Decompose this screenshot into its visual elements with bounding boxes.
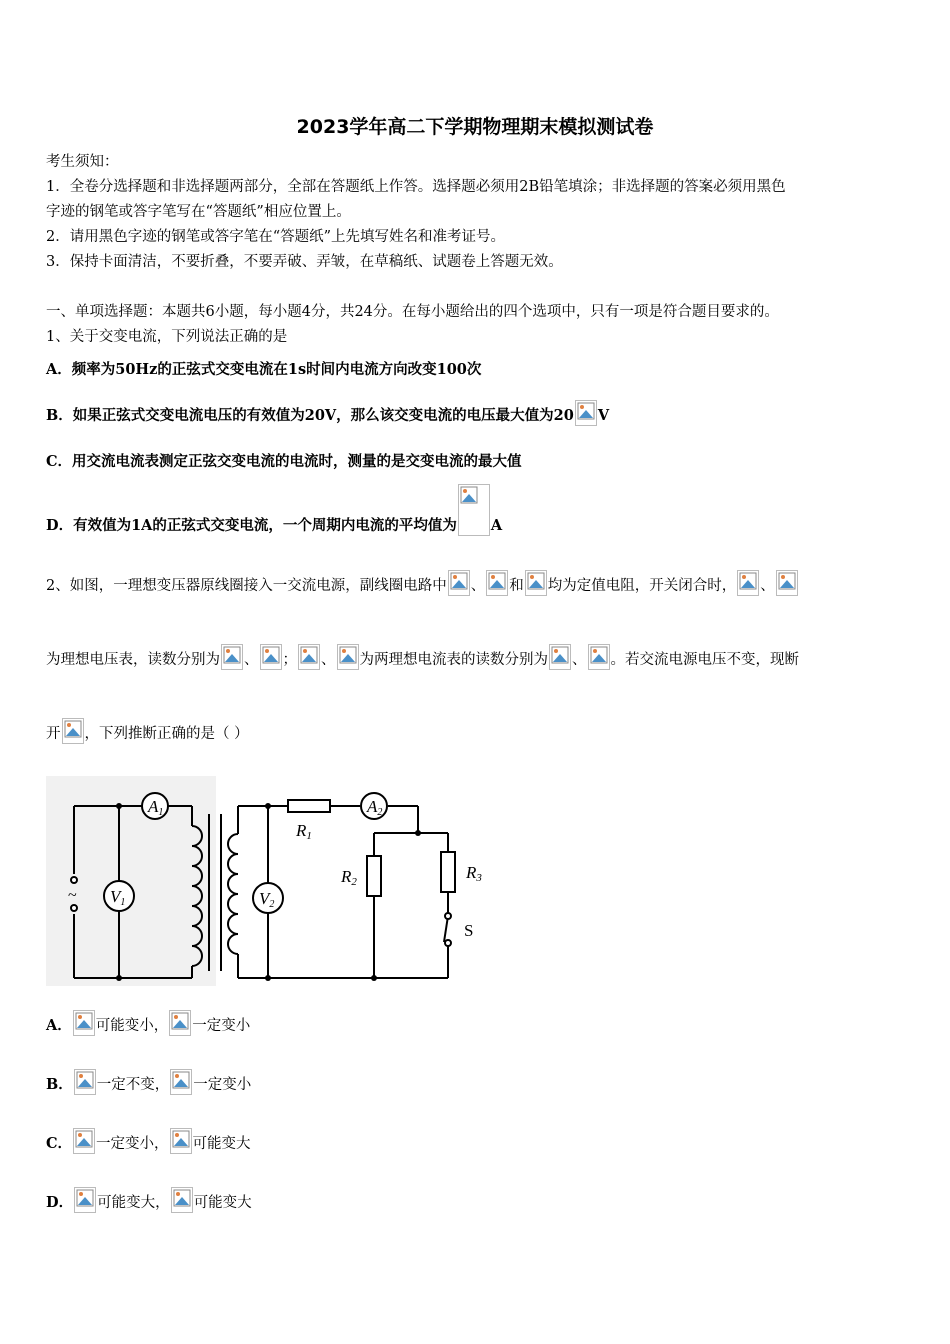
formula-image-icon xyxy=(737,570,759,596)
formula-image-icon xyxy=(221,644,243,670)
ammeter-a1-label: A1 xyxy=(148,797,164,818)
formula-image-icon xyxy=(74,1069,96,1095)
option-label: A． xyxy=(46,1017,72,1034)
formula-image-icon xyxy=(260,644,282,670)
transformer-circuit-diagram xyxy=(46,776,496,986)
formula-image-icon xyxy=(458,484,490,536)
notice-item-1: 1．全卷分选择题和非选择题两部分，全部在答题纸上作答。选择题必须用2B铅笔填涂；非选择题的答案必须用黑色 xyxy=(46,179,786,195)
formula-image-icon xyxy=(486,570,508,596)
resistor-r1-label: R1 xyxy=(296,821,312,842)
formula-image-icon xyxy=(337,644,359,670)
q2-text: ； xyxy=(282,652,297,668)
q2-line-3 xyxy=(46,718,249,744)
q1-option-d xyxy=(46,484,502,536)
formula-image-icon xyxy=(549,644,571,670)
voltmeter-v1-label: V1 xyxy=(110,887,126,908)
formula-image-icon xyxy=(62,718,84,744)
formula-image-icon xyxy=(588,644,610,670)
formula-image-icon xyxy=(73,1010,95,1036)
q1-option-b xyxy=(46,400,609,426)
q2-text: 开 xyxy=(46,726,61,742)
option-label: D． xyxy=(46,1194,74,1211)
formula-image-icon xyxy=(448,570,470,596)
formula-image-icon xyxy=(171,1187,193,1213)
q2-option-b xyxy=(46,1069,251,1095)
q1-option-b-unit: V xyxy=(597,407,610,424)
option-text: 可能变大 xyxy=(192,1136,251,1152)
q2-text: 、 xyxy=(470,578,486,594)
q2-option-d xyxy=(46,1187,252,1213)
q2-text: 和 xyxy=(509,578,524,594)
notice-item-3: 3．保持卡面清洁，不要折叠，不要弄破、弄皱，在草稿纸、试题卷上答题无效。 xyxy=(46,254,563,270)
option-text: 一定变小， xyxy=(96,1136,169,1152)
switch-s-label: S xyxy=(464,921,474,940)
q2-text: 、 xyxy=(321,652,336,668)
formula-image-icon xyxy=(525,570,547,596)
ac-source-symbol: ~ xyxy=(68,887,77,904)
resistor-r3-label: R3 xyxy=(466,863,482,884)
formula-image-icon xyxy=(170,1128,192,1154)
option-label: C． xyxy=(46,1135,73,1152)
q2-line-2 xyxy=(46,644,799,670)
resistor-r2-label: R2 xyxy=(341,867,357,888)
q2-line-1 xyxy=(46,570,799,596)
q1-option-d-text: D．有效值为1A的正弦式交变电流，一个周期内电流的平均值为 xyxy=(46,517,457,534)
q1-option-d-unit: A xyxy=(490,517,503,534)
q2-text: 2、如图，一理想变压器原线圈接入一交流电源，副线圈电路中 xyxy=(46,578,447,594)
notice-item-2: 2．请用黑色字迹的钢笔或答字笔在“答题纸”上先填写姓名和准考证号。 xyxy=(46,229,506,245)
q2-text: 、 xyxy=(760,578,775,594)
q2-text: 均为定值电阻，开关闭合时， xyxy=(547,578,737,594)
q2-text: 、 xyxy=(572,652,587,668)
q2-option-c xyxy=(46,1128,251,1154)
formula-image-icon xyxy=(575,400,597,426)
q2-option-a xyxy=(46,1010,250,1036)
exam-title: 2023学年高二下学期物理期末模拟测试卷 xyxy=(296,116,654,138)
q2-text: 为理想电压表，读数分别为 xyxy=(46,652,220,668)
q1-option-a: A．频率为50Hz的正弦式交变电流在1s时间内电流方向改变100次 xyxy=(46,361,482,378)
q1-stem: 1、关于交变电流，下列说法正确的是 xyxy=(46,329,288,345)
q2-text: 。若交流电源电压不变，现断 xyxy=(610,652,799,668)
notice-heading: 考生须知： xyxy=(46,154,119,170)
option-text: 可能变大， xyxy=(97,1195,170,1211)
q2-text: 、 xyxy=(244,652,259,668)
q2-text: 为两理想电流表的读数分别为 xyxy=(359,652,548,668)
option-text: 可能变大 xyxy=(193,1195,252,1211)
formula-image-icon xyxy=(73,1128,95,1154)
formula-image-icon xyxy=(74,1187,96,1213)
voltmeter-v2-label: V2 xyxy=(259,889,275,910)
formula-image-icon xyxy=(169,1010,191,1036)
ammeter-a2-label: A2 xyxy=(367,797,383,818)
q1-option-c: C．用交流电流表测定正弦交变电流的电流时，测量的是交变电流的最大值 xyxy=(46,453,522,470)
q1-option-b-text: B．如果正弦式交变电流电压的有效值为20V，那么该交变电流的电压最大值为20 xyxy=(46,407,574,424)
formula-image-icon xyxy=(776,570,798,596)
option-text: 一定不变， xyxy=(96,1077,170,1093)
notice-item-1-cont: 字迹的钢笔或答字笔写在“答题纸”相应位置上。 xyxy=(46,204,351,220)
q2-text: ，下列推断正确的是（ ） xyxy=(84,726,249,742)
formula-image-icon xyxy=(298,644,320,670)
option-text: 一定变小 xyxy=(193,1077,252,1093)
option-label: B． xyxy=(46,1076,73,1093)
option-text: 可能变小， xyxy=(95,1018,169,1034)
formula-image-icon xyxy=(170,1069,192,1095)
option-text: 一定变小 xyxy=(192,1018,251,1034)
section-heading: 一、单项选择题：本题共6小题，每小题4分，共24分。在每小题给出的四个选项中，只有一项是符合题目要求的。 xyxy=(46,304,779,320)
